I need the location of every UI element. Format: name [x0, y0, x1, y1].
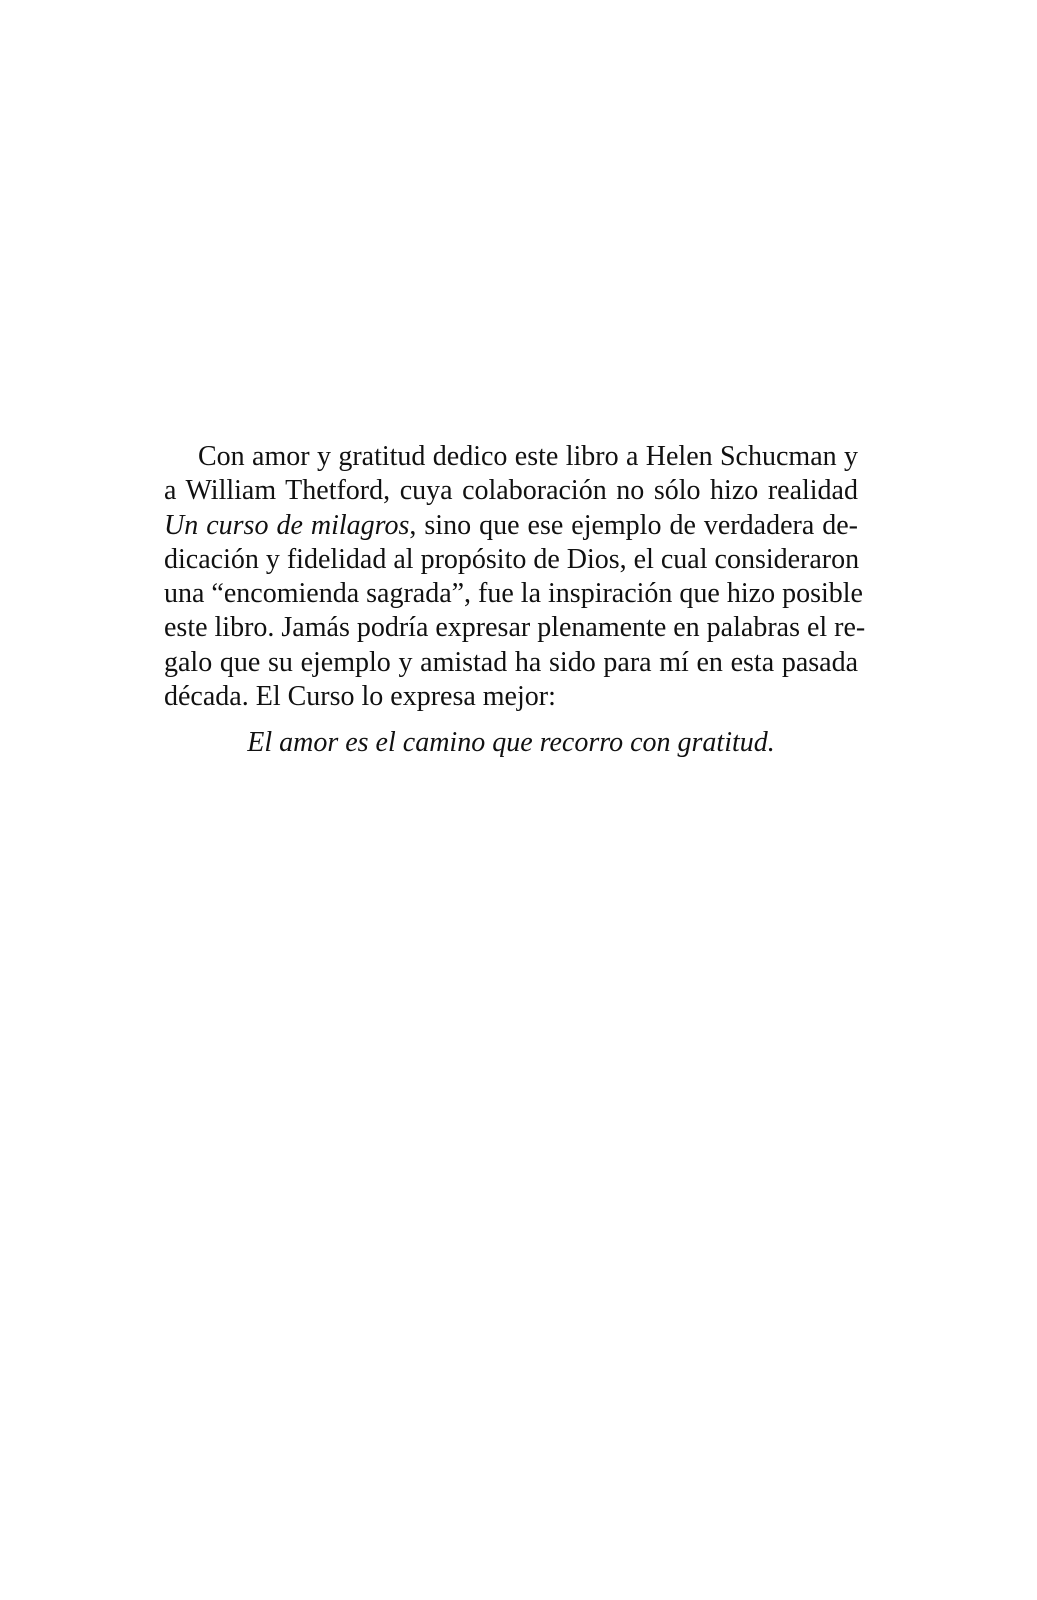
- dedication-line-3-rest: , sino que ese ejemplo de verdadera de-: [409, 509, 858, 541]
- dedication-line-4: dicación y fidelidad al propósito de Dios, el cual consideraron: [164, 543, 860, 575]
- dedication-line-7: galo que su ejemplo y amistad ha sido para mí en esta pasada: [164, 646, 858, 678]
- dedication-paragraph: [164, 440, 866, 714]
- dedication-line-8: década. El Curso lo expresa mejor:: [164, 681, 556, 713]
- book-title: Un curso de milagros: [164, 509, 410, 541]
- closing-quote: El amor es el camino que recorro con gratitud.: [247, 727, 775, 758]
- dedication-line-2: a William Thetford, cuya colaboración no sólo hizo realidad: [164, 475, 858, 507]
- dedication-line-6: este libro. Jamás podría expresar plenamente en palabras el re-: [164, 612, 866, 644]
- dedication-line-3: [164, 509, 858, 543]
- dedication-line-1: Con amor y gratitud dedico este libro a Helen Schucman y: [198, 441, 858, 472]
- dedication-line-5: una “encomienda sagrada”, fue la inspiración que hizo posible: [164, 578, 863, 610]
